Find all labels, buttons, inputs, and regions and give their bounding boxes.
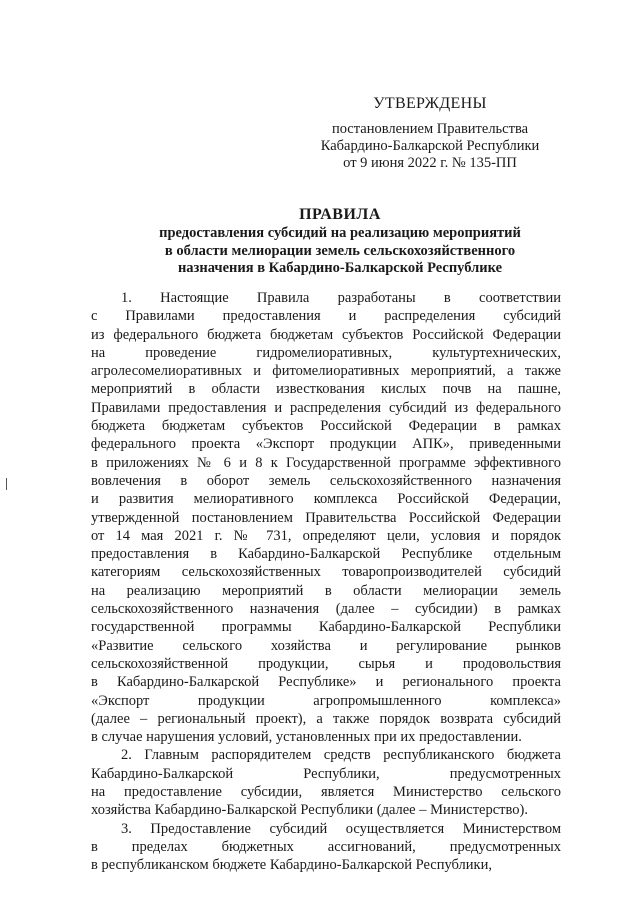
body-line: на предоставление субсидии, является Министерство сельского: [91, 784, 561, 801]
title-main: ПРАВИЛА: [299, 206, 381, 223]
body-line: мероприятий в области известкования кислых почв на пашне,: [91, 381, 561, 398]
body-line: Правилами предоставления и распределения субсидий из федерального: [91, 399, 561, 416]
title-line: предоставления субсидий на реализацию мероприятий: [159, 225, 521, 241]
body-line: 2. Главным распорядителем средств республиканского бюджета: [121, 747, 561, 764]
body-line: Кабардино-Балкарской Республики, предусмотренных: [91, 765, 561, 782]
body-line: сельскохозяйственного назначения (далее – субсидии) в рамках: [91, 601, 561, 618]
body-line: (далее – региональный проект), а также порядок возврата субсидий: [91, 710, 561, 727]
body-line: предоставления в Кабардино-Балкарской Республике отдельным: [91, 546, 561, 563]
body-line: в пределах бюджетных ассигнований, предусмотренных: [91, 838, 561, 855]
body-line: 1. Настоящие Правила разработаны в соответствии: [121, 290, 561, 306]
body-line: 3. Предоставление субсидий осуществляется Министерством: [121, 820, 561, 837]
body-line: федерального проекта «Экспорт продукции АПК», приведенными: [91, 436, 561, 453]
body-line: категориям сельскохозяйственных товаропроизводителей субсидий: [91, 564, 561, 581]
body-line: в случае нарушения условий, установленных при их предоставлении.: [91, 729, 522, 746]
body-line: в республиканском бюджете Кабардино-Балкарской Республики,: [91, 857, 492, 874]
approval-line: Кабардино-Балкарской Республики: [320, 138, 540, 154]
body-line: и развития мелиоративного комплекса Российской Федерации,: [91, 491, 561, 508]
body-line: на реализацию мероприятий в области мелиорации земель: [91, 582, 561, 599]
approval-line: от 9 июня 2022 г. № 135-ПП: [343, 155, 517, 171]
approval-heading: УТВЕРЖДЕНЫ: [373, 95, 487, 112]
title-line: назначения в Кабардино-Балкарской Республике: [177, 260, 503, 276]
document-body: [91, 289, 561, 875]
body-line: в Кабардино-Балкарской Республике» и регионального проекта: [91, 674, 561, 691]
document-title: [120, 205, 560, 278]
body-line: государственной программы Кабардино-Балкарской Республики: [91, 619, 561, 636]
body-line: хозяйства Кабардино-Балкарской Республики (далее – Министерство).: [91, 802, 528, 819]
margin-mark: [6, 478, 7, 490]
body-line: бюджета бюджетам субъектов Российской Федерации в рамках: [91, 418, 561, 435]
body-line: из федерального бюджета бюджетам субъектов Российской Федерации: [91, 326, 561, 343]
body-line: «Развитие сельского хозяйства и регулирование рынков: [91, 637, 561, 654]
body-line: сельскохозяйственной продукции, сырья и продовольствия: [91, 655, 561, 672]
body-line: на проведение гидромелиоративных, культуртехнических,: [91, 344, 561, 361]
body-line: с Правилами предоставления и распределения субсидий: [91, 308, 561, 325]
approval-line: постановлением Правительства: [331, 121, 529, 137]
body-line: утвержденной постановлением Правительства Российской Федерации: [91, 509, 561, 526]
body-line: в приложениях № 6 и 8 к Государственной программе эффективного: [91, 454, 561, 471]
body-line: агролесомелиоративных и фитомелиоративных мероприятий, а также: [91, 363, 561, 380]
title-line: в области мелиорации земель сельскохозяйственного: [164, 242, 516, 259]
body-line: «Экспорт продукции агропромышленного комплекса»: [91, 692, 561, 709]
body-line: вовлечения в оборот земель сельскохозяйственного назначения: [91, 472, 561, 489]
body-line: от 14 мая 2021 г. № 731, определяют цели, условия и порядок: [91, 527, 561, 544]
